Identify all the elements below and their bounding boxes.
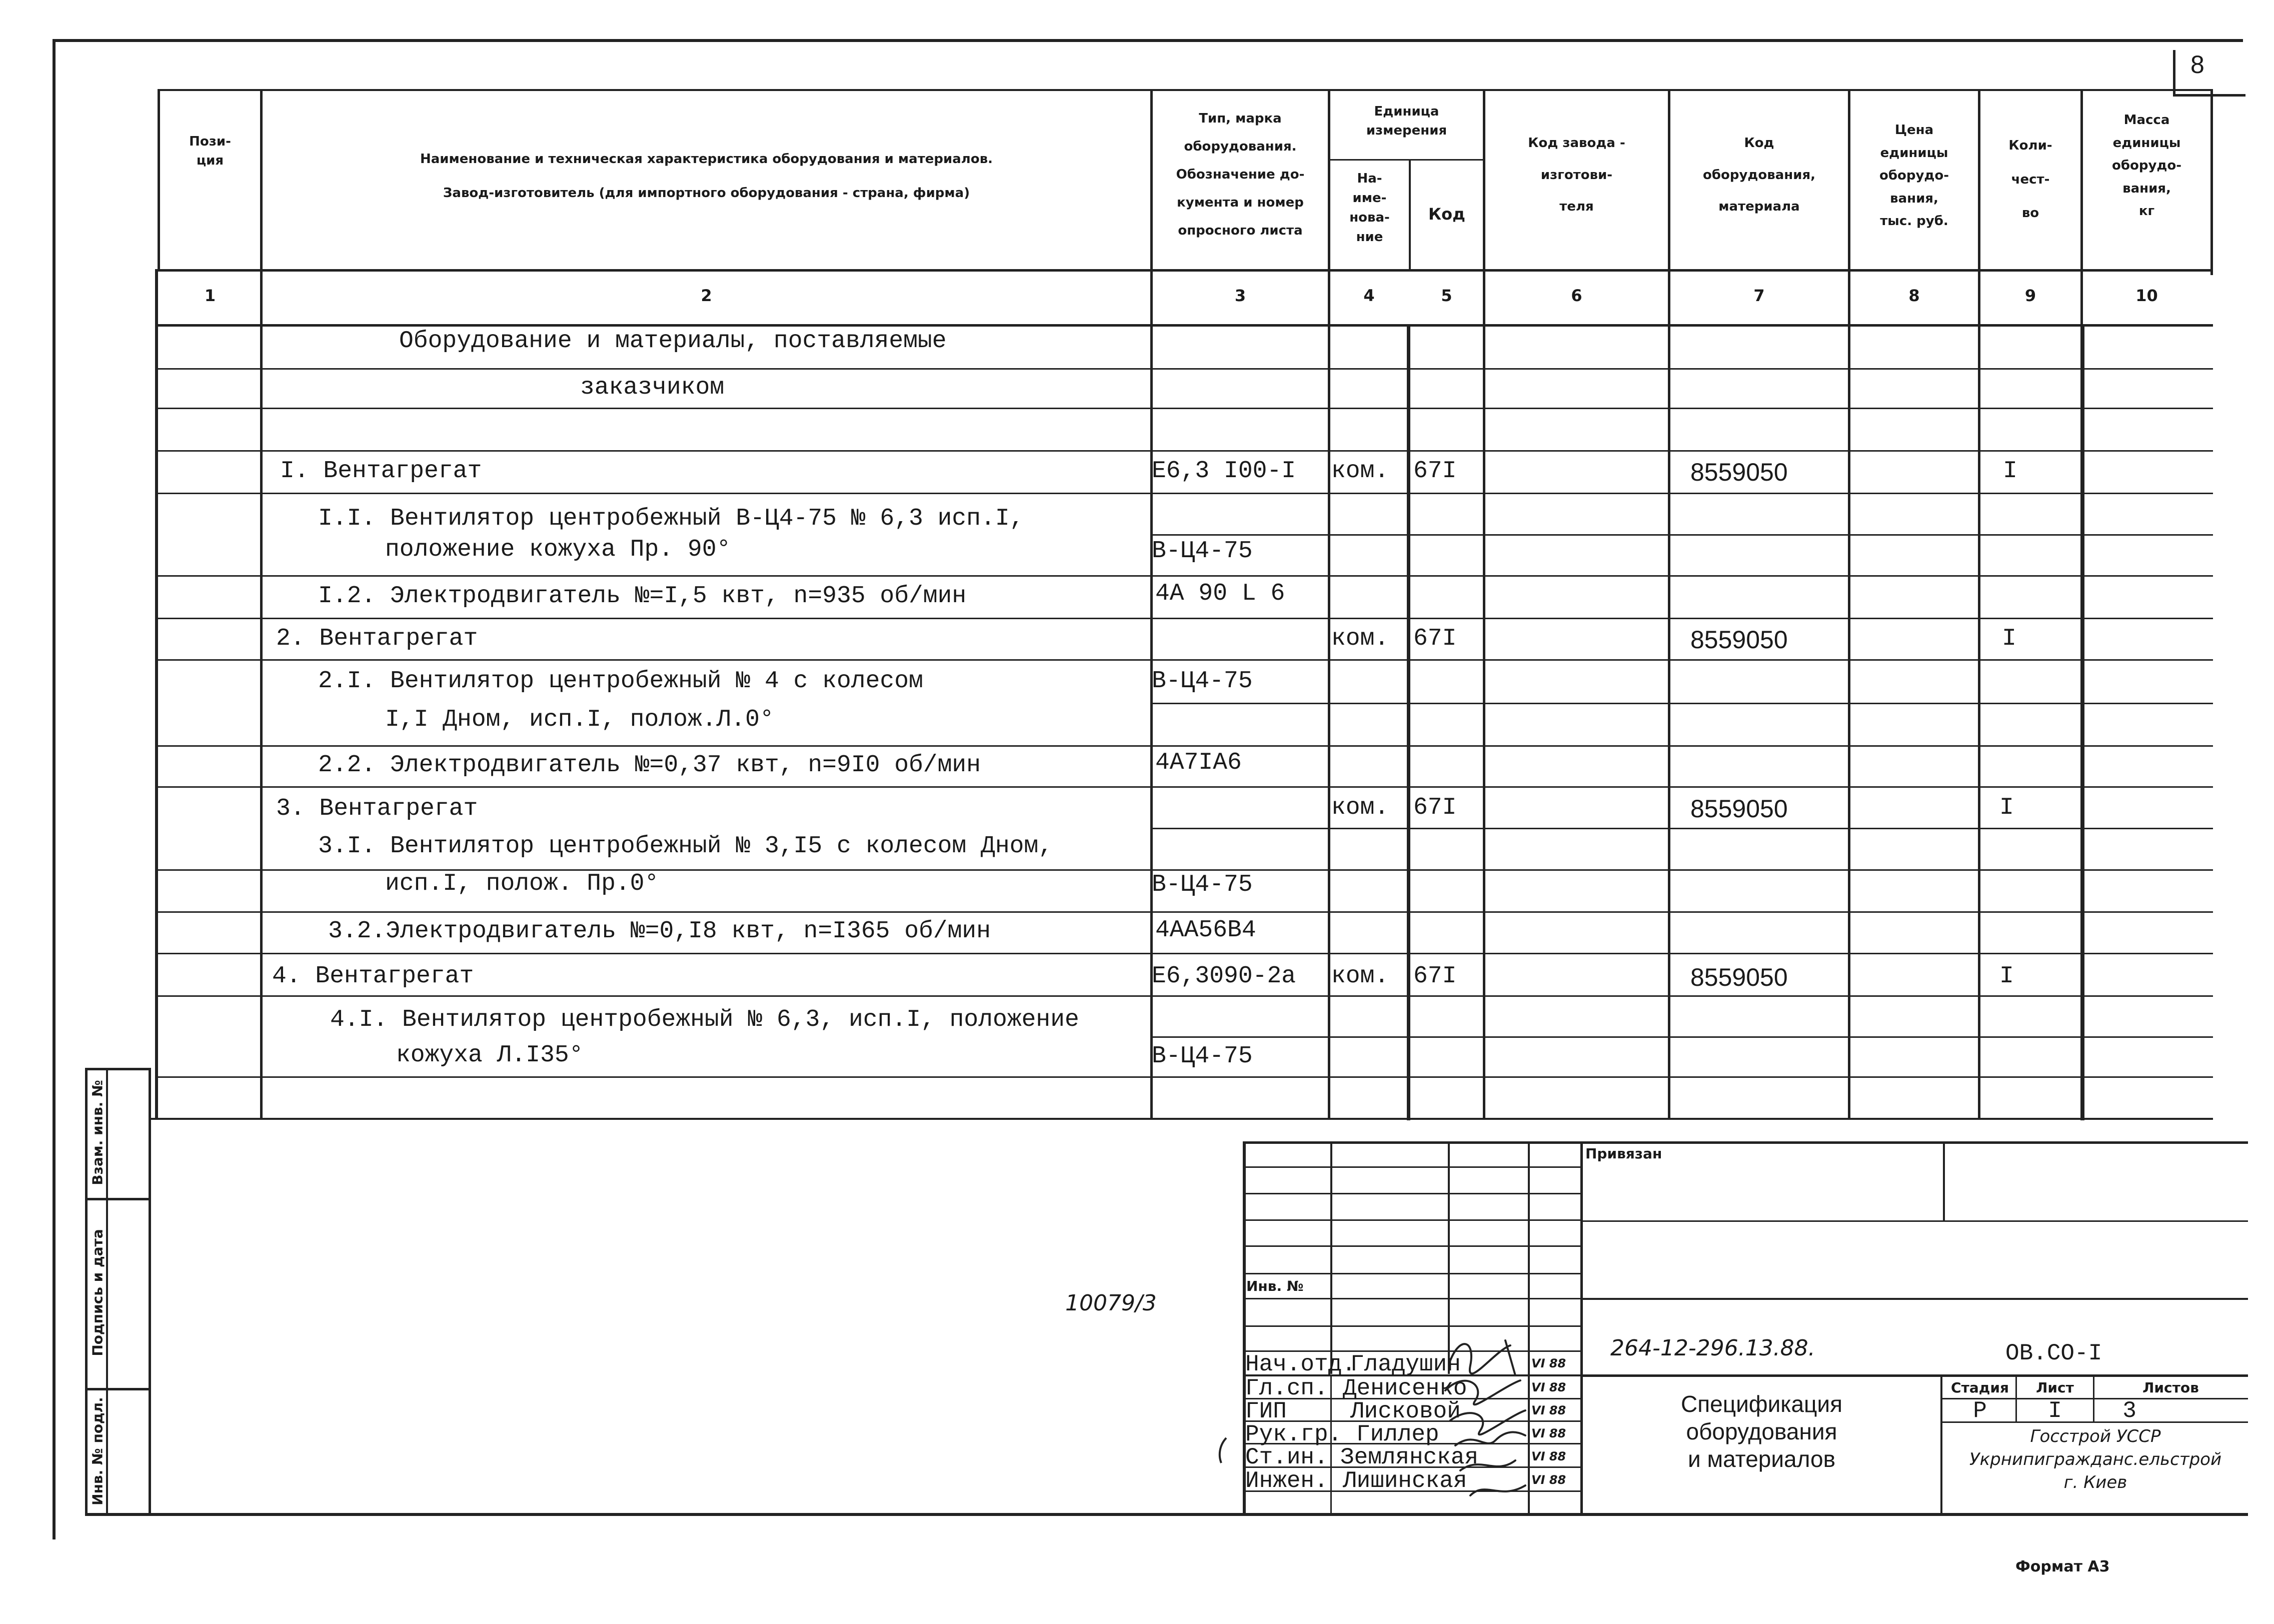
row-type: В-Ц4-75 xyxy=(1152,1043,1253,1070)
row-name: I.I. Вентилятор центробежный В-Ц4-75 № 6,3 исп.I, xyxy=(318,505,1024,532)
inv-label: Инв. № xyxy=(1246,1278,1304,1294)
row-type: 4А 90 L 6 xyxy=(1155,580,1285,607)
section-title: Оборудование и материалы, поставляемые xyxy=(399,328,947,355)
row-name: 2.2. Электродвигатель №=0,37 квт, n=9I0 об/мин xyxy=(318,752,981,779)
row-type: Е6,3090-2а xyxy=(1152,963,1296,990)
strip-label: Подпись и дата xyxy=(89,1229,106,1356)
stage-value: Р xyxy=(1973,1398,1987,1424)
row-unit-code: 67I xyxy=(1413,625,1457,652)
column-number: 10 xyxy=(2135,286,2158,305)
staff-role: Гл.сп. xyxy=(1245,1375,1328,1401)
staff-role: Нач.отд. xyxy=(1245,1351,1356,1377)
row-unit-code: 67I xyxy=(1413,794,1457,821)
row-name: исп.I, полож. Пр.0° xyxy=(385,870,659,897)
row-qty: I xyxy=(2003,458,2017,485)
sheet-label: Лист xyxy=(2036,1379,2074,1396)
sheet-code: ОВ.СО-I xyxy=(2005,1340,2102,1366)
signatures xyxy=(1440,1330,1555,1515)
header-position: Пози- ция xyxy=(189,134,231,168)
doc-code: 264-12-296.13.88. xyxy=(1610,1335,1815,1361)
archive-number: 10079/3 xyxy=(1065,1290,1157,1316)
row-name: 3.2.Электродвигатель №=0,I8 квт, n=I365 об/мин xyxy=(328,918,991,945)
sheets-value: 3 xyxy=(2122,1398,2136,1424)
staff-name: Землянская xyxy=(1340,1444,1479,1470)
row-qty: I xyxy=(1999,794,2014,821)
row-qty: I xyxy=(1999,963,2014,990)
row-type: В-Ц4-75 xyxy=(1152,668,1253,695)
staff-role: Рук.гр. xyxy=(1245,1421,1342,1447)
page-number: 8 xyxy=(2190,51,2204,79)
column-number: 3 xyxy=(1234,286,1246,305)
header-quantity: Коли- чест- во xyxy=(2008,138,2052,221)
row-unit-code: 67I xyxy=(1413,458,1457,485)
sheet-value: I xyxy=(2048,1398,2062,1424)
row-name: 2. Вентагрегат xyxy=(276,625,478,652)
staff-date: VI 88 xyxy=(1531,1356,1566,1370)
row-qty: I xyxy=(2002,625,2016,652)
row-name: 3.I. Вентилятор центробежный № 3,I5 с колесом Дном, xyxy=(318,833,1053,860)
staff-date: VI 88 xyxy=(1531,1380,1566,1394)
row-type: В-Ц4-75 xyxy=(1152,871,1253,898)
row-type: В-Ц4-75 xyxy=(1152,538,1253,565)
staff-date: VI 88 xyxy=(1531,1403,1566,1417)
staff-name: Лишинская xyxy=(1343,1468,1467,1494)
frame-bottom xyxy=(85,1513,2248,1516)
row-equip-code: 8559050 xyxy=(1690,795,1788,823)
staff-name: Гладушин xyxy=(1350,1351,1461,1377)
row-name: 2.I. Вентилятор центробежный № 4 с колесом xyxy=(318,668,923,695)
section-title: заказчиком xyxy=(580,374,725,401)
row-name: I. Вентагрегат xyxy=(280,458,482,485)
staff-date: VI 88 xyxy=(1531,1449,1566,1463)
column-number: 8 xyxy=(1908,286,1920,305)
row-name: 4. Вентагрегат xyxy=(272,963,474,990)
stage-label: Стадия xyxy=(1951,1379,2009,1396)
header-unit-group: Единица измерения xyxy=(1366,104,1447,138)
row-unit: ком. xyxy=(1331,625,1389,652)
row-unit: ком. xyxy=(1331,963,1389,990)
header-price: Цена единицы оборудо- вания, тыс. руб. xyxy=(1879,123,1949,229)
frame-top xyxy=(53,39,2243,42)
column-number: 5 xyxy=(1441,286,1452,305)
sheets-label: Листов xyxy=(2142,1379,2199,1396)
column-number: 9 xyxy=(2024,286,2036,305)
row-name: I.2. Электродвигатель №=I,5 квт, n=935 об/мин xyxy=(318,583,967,610)
row-equip-code: 8559050 xyxy=(1690,626,1788,654)
row-name: положение кожуха Пр. 90° xyxy=(385,536,731,563)
header-name: Наименование и техническая характеристика оборудования и материалов. Завод-изготовитель (для импортного оборудования - страна, фирма) xyxy=(420,152,993,201)
row-unit: ком. xyxy=(1331,794,1389,821)
column-number: 1 xyxy=(204,286,216,305)
row-type: 4АА56В4 xyxy=(1155,917,1256,944)
staff-name: Лисковой xyxy=(1350,1398,1461,1424)
row-name: I,I Дном, исп.I, полож.Л.0° xyxy=(385,706,774,733)
margin-mark xyxy=(1215,1435,1230,1465)
staff-role: ГИП xyxy=(1245,1398,1287,1424)
header-mass: Масса единицы оборудо- вания, кг xyxy=(2111,113,2182,219)
header-equip-code: Код оборудования, материала xyxy=(1702,136,1816,215)
row-unit: ком. xyxy=(1331,458,1389,485)
strip-label: Взам. инв. № xyxy=(89,1080,106,1185)
header-unit-name: На- име- нова- ние xyxy=(1349,171,1390,245)
row-type: 4А7IА6 xyxy=(1155,749,1242,776)
frame-left xyxy=(53,39,56,1539)
staff-role: Инжен. xyxy=(1245,1468,1328,1494)
column-number: 4 xyxy=(1363,286,1375,305)
privyazan-label: Привязан xyxy=(1585,1145,1662,1162)
organization: Госстрой УССР Укрнипигражданс.ельстрой г. Киев xyxy=(1969,1426,2222,1492)
row-name: 4.I. Вентилятор центробежный № 6,3, исп.I, положение xyxy=(330,1006,1079,1033)
row-name: кожуха Л.I35° xyxy=(396,1042,584,1069)
header-factory-code: Код завода - изготови- теля xyxy=(1528,136,1625,215)
staff-date: VI 88 xyxy=(1531,1426,1566,1440)
header-unit-code: Код xyxy=(1428,205,1465,224)
row-type: Е6,3 I00-I xyxy=(1152,458,1296,485)
staff-name: Денисенко xyxy=(1343,1375,1467,1401)
row-equip-code: 8559050 xyxy=(1690,458,1788,486)
doc-title: Спецификация оборудования и материалов xyxy=(1681,1391,1842,1472)
header-type: Тип, марка оборудования. Обозначение до- кумента и номер опросного листа xyxy=(1176,111,1305,238)
staff-date: VI 88 xyxy=(1531,1473,1566,1487)
row-name: 3. Вентагрегат xyxy=(276,795,478,822)
staff-role: Ст.ин. xyxy=(1245,1444,1328,1470)
row-unit-code: 67I xyxy=(1413,963,1457,990)
staff-name: Гиллер xyxy=(1356,1421,1439,1447)
row-equip-code: 8559050 xyxy=(1690,963,1788,991)
format-label: Формат А3 xyxy=(2015,1558,2110,1575)
column-number: 7 xyxy=(1753,286,1765,305)
column-number: 6 xyxy=(1571,286,1582,305)
column-number: 2 xyxy=(701,286,712,305)
strip-label: Инв. № подл. xyxy=(89,1397,106,1505)
